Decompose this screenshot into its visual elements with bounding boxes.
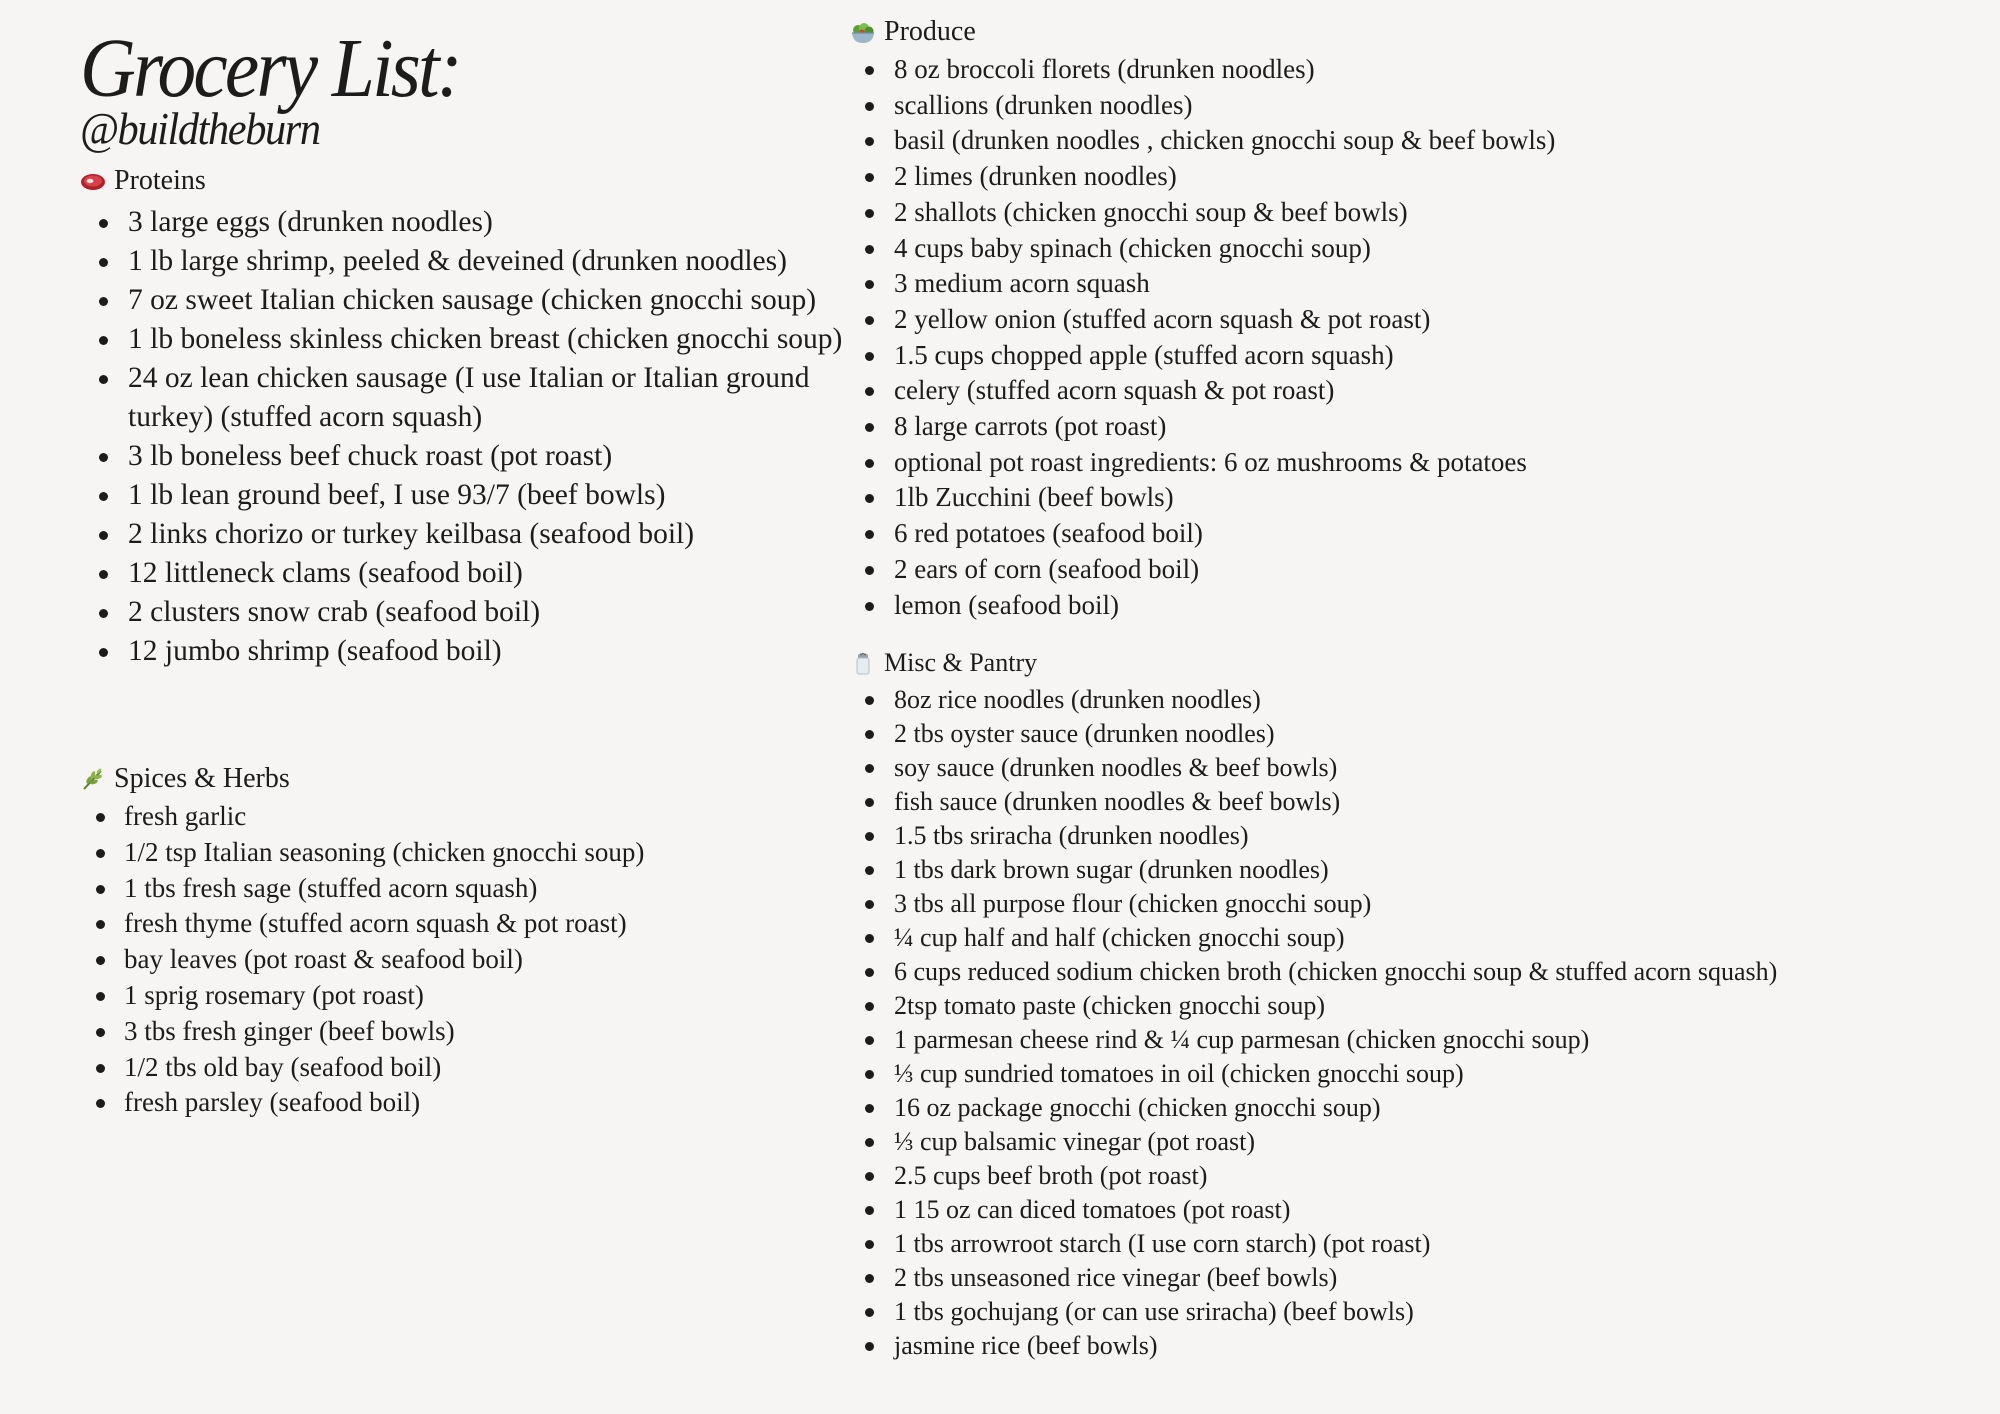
list-item: 2 yellow onion (stuffed acorn squash & pot roast) xyxy=(894,302,1555,338)
list-item: 1 tbs dark brown sugar (drunken noodles) xyxy=(894,853,1777,887)
list-item: 1 tbs gochujang (or can use sriracha) (beef bowls) xyxy=(894,1295,1777,1329)
list-item: 4 cups baby spinach (chicken gnocchi soup) xyxy=(894,231,1555,267)
author-handle: @buildtheburn xyxy=(80,103,320,154)
list-item: 3 tbs all purpose flour (chicken gnocchi soup) xyxy=(894,887,1777,921)
list-item: 3 medium acorn squash xyxy=(894,266,1555,302)
list-item: bay leaves (pot roast & seafood boil) xyxy=(124,942,644,978)
list-item: 2tsp tomato paste (chicken gnocchi soup) xyxy=(894,989,1777,1023)
list-item: 2.5 cups beef broth (pot roast) xyxy=(894,1159,1777,1193)
list-item: fish sauce (drunken noodles & beef bowls) xyxy=(894,785,1777,819)
list-item: 24 oz lean chicken sausage (I use Italian or Italian ground turkey) (stuffed acorn squash) xyxy=(128,359,828,437)
list-item: 1 lb lean ground beef, I use 93/7 (beef bowls) xyxy=(128,476,828,515)
list-item: basil (drunken noodles , chicken gnocchi soup & beef bowls) xyxy=(894,123,1555,159)
list-item: 1.5 cups chopped apple (stuffed acorn squash) xyxy=(894,338,1555,374)
list-item: fresh garlic xyxy=(124,799,644,835)
produce-heading xyxy=(850,16,976,48)
list-item: 12 jumbo shrimp (seafood boil) xyxy=(128,632,828,671)
list-item: 2 shallots (chicken gnocchi soup & beef bowls) xyxy=(894,195,1555,231)
list-item: ¼ cup half and half (chicken gnocchi soup) xyxy=(894,921,1777,955)
salt-shaker-icon xyxy=(850,650,876,676)
page-title: Grocery List: xyxy=(80,22,460,115)
list-item: ⅓ cup sundried tomatoes in oil (chicken gnocchi soup) xyxy=(894,1057,1777,1091)
list-item: 2 limes (drunken noodles) xyxy=(894,159,1555,195)
list-item: 3 lb boneless beef chuck roast (pot roast) xyxy=(128,437,828,476)
list-item: 6 red potatoes (seafood boil) xyxy=(894,516,1555,552)
list-item: 3 large eggs (drunken noodles) xyxy=(128,203,828,242)
proteins-heading-label: Proteins xyxy=(114,165,206,196)
list-item: 1lb Zucchini (beef bowls) xyxy=(894,480,1555,516)
list-item: 2 tbs unseasoned rice vinegar (beef bowls) xyxy=(894,1261,1777,1295)
misc-list xyxy=(894,683,1777,1363)
list-item: 1 tbs arrowroot starch (I use corn starch) (pot roast) xyxy=(894,1227,1777,1261)
list-item: optional pot roast ingredients: 6 oz mushrooms & potatoes xyxy=(894,445,1555,481)
list-item: scallions (drunken noodles) xyxy=(894,88,1555,124)
misc-heading-label: Misc & Pantry xyxy=(884,648,1038,677)
list-item: 1 sprig rosemary (pot roast) xyxy=(124,978,644,1014)
list-item: 1 15 oz can diced tomatoes (pot roast) xyxy=(894,1193,1777,1227)
list-item: jasmine rice (beef bowls) xyxy=(894,1329,1777,1363)
proteins-list xyxy=(128,203,843,671)
list-item: 16 oz package gnocchi (chicken gnocchi soup) xyxy=(894,1091,1777,1125)
steak-icon xyxy=(80,168,106,194)
list-item: 1.5 tbs sriracha (drunken noodles) xyxy=(894,819,1777,853)
spices-list xyxy=(124,799,644,1121)
list-item: 1/2 tbs old bay (seafood boil) xyxy=(124,1050,644,1086)
list-item: 8 oz broccoli florets (drunken noodles) xyxy=(894,52,1555,88)
list-item: lemon (seafood boil) xyxy=(894,588,1555,624)
list-item: 2 clusters snow crab (seafood boil) xyxy=(128,593,828,632)
list-item: 1 tbs fresh sage (stuffed acorn squash) xyxy=(124,871,644,907)
list-item: soy sauce (drunken noodles & beef bowls) xyxy=(894,751,1777,785)
list-item: 2 ears of corn (seafood boil) xyxy=(894,552,1555,588)
herb-icon xyxy=(80,766,106,792)
list-item: celery (stuffed acorn squash & pot roast) xyxy=(894,373,1555,409)
list-item: 8 large carrots (pot roast) xyxy=(894,409,1555,445)
list-item: 7 oz sweet Italian chicken sausage (chicken gnocchi soup) xyxy=(128,281,828,320)
produce-heading-label: Produce xyxy=(884,16,976,47)
produce-list xyxy=(894,52,1555,623)
list-item: 2 tbs oyster sauce (drunken noodles) xyxy=(894,717,1777,751)
misc-heading xyxy=(850,648,1037,678)
list-item: 3 tbs fresh ginger (beef bowls) xyxy=(124,1014,644,1050)
list-item: fresh thyme (stuffed acorn squash & pot roast) xyxy=(124,906,644,942)
list-item: 2 links chorizo or turkey keilbasa (seafood boil) xyxy=(128,515,828,554)
list-item: 12 littleneck clams (seafood boil) xyxy=(128,554,828,593)
spices-heading xyxy=(80,763,290,795)
list-item: 1 parmesan cheese rind & ¼ cup parmesan (chicken gnocchi soup) xyxy=(894,1023,1777,1057)
list-item: 6 cups reduced sodium chicken broth (chicken gnocchi soup & stuffed acorn squash) xyxy=(894,955,1777,989)
list-item: fresh parsley (seafood boil) xyxy=(124,1085,644,1121)
proteins-heading xyxy=(80,165,206,197)
list-item: 1 lb boneless skinless chicken breast (chicken gnocchi soup) xyxy=(128,320,828,359)
salad-icon xyxy=(850,19,876,45)
spices-heading-label: Spices & Herbs xyxy=(114,763,290,794)
list-item: ⅓ cup balsamic vinegar (pot roast) xyxy=(894,1125,1777,1159)
list-item: 1/2 tsp Italian seasoning (chicken gnocchi soup) xyxy=(124,835,644,871)
list-item: 1 lb large shrimp, peeled & deveined (drunken noodles) xyxy=(128,242,828,281)
list-item: 8oz rice noodles (drunken noodles) xyxy=(894,683,1777,717)
